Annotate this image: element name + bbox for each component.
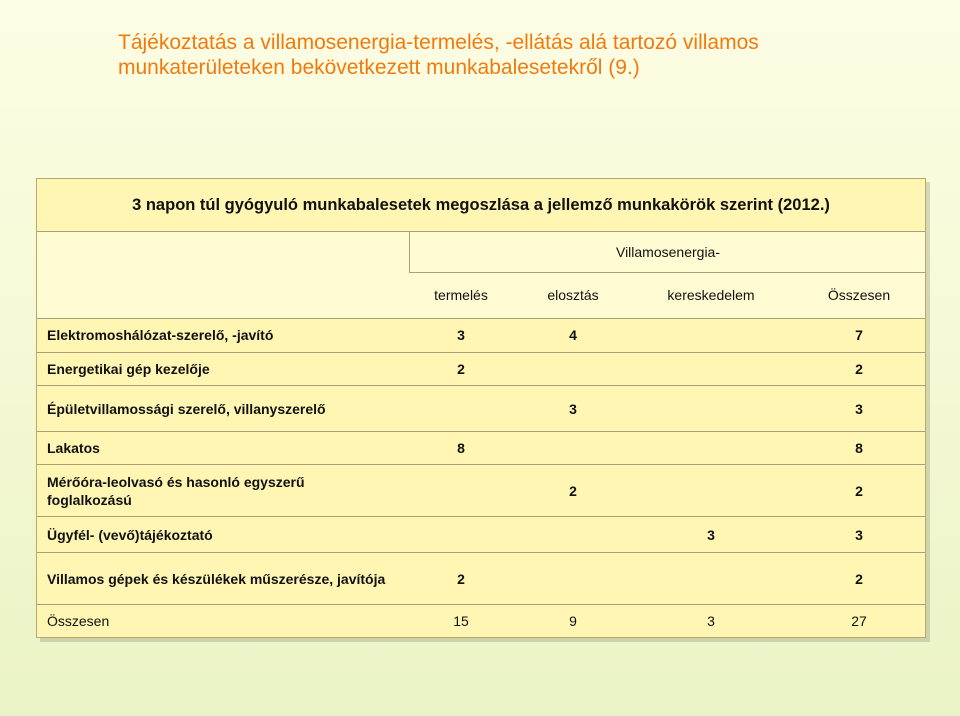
cell [411,386,511,431]
row-label: Ügyfél- (vevő)tájékoztató [47,526,213,543]
row-label: Lakatos [47,440,100,456]
cell: 3 [569,400,577,417]
cell [411,517,511,552]
cell: 2 [457,361,465,377]
cell: 2 [855,361,863,377]
col-header-elosztas: elosztás [547,287,599,303]
row-label: Elektromoshálózat-szerelő, -javító [47,326,274,343]
cell: 2 [855,570,863,587]
cell [411,465,511,516]
col-header-termeles: termelés [434,287,488,303]
col-header-kereskedelem: kereskedelem [667,287,755,303]
cell [661,317,761,352]
cell [523,353,623,385]
cell: 2 [855,482,863,499]
cell: 2 [569,482,577,499]
table-row [37,386,925,432]
table-row [37,517,925,553]
table-row [37,432,925,465]
table-row [37,465,925,517]
data-table [36,178,926,638]
cell: 8 [457,440,465,456]
table-row [37,553,925,605]
cell [661,432,761,464]
cell [661,386,761,431]
cell [661,465,761,516]
cell: 2 [457,570,465,587]
table-header [37,231,925,319]
cell [523,517,623,552]
row-label: Összesen [47,613,110,629]
col-header-osszesen: Összesen [827,287,891,303]
cell [523,553,623,604]
cell: 3 [707,613,715,629]
group-header: Villamosenergia- [409,232,926,273]
cell: 8 [855,440,863,456]
cell: 3 [855,526,863,543]
cell: 27 [851,613,867,629]
cell [661,353,761,385]
cell [661,553,761,604]
row-label: Villamos gépek és készülékek műszerésze, javítója [47,570,386,587]
table-row [37,317,925,353]
table-row [37,353,925,386]
table-title: 3 napon túl gyógyuló munkabalesetek megoszlása a jellemző munkakörök szerint (2012.) [132,195,830,214]
cell: 9 [569,613,577,629]
cell: 3 [707,526,715,543]
row-label: Energetikai gép kezelője [47,361,210,377]
cell [523,432,623,464]
cell: 3 [457,326,465,343]
table-row-total [37,605,925,637]
slide-title: Tájékoztatás a villamosenergia-termelés, -ellátás alá tartozó villamos munkaterületeken bekövetkezett munkabalesetekről (9.) [118,31,759,79]
cell: 7 [855,326,863,343]
row-label: Mérőóra-leolvasó és hasonló egyszerű foglalkozású [47,473,305,508]
row-label: Épületvillamossági szerelő, villanyszerelő [47,400,326,417]
cell: 15 [453,613,469,629]
cell: 4 [569,326,577,343]
cell: 3 [855,400,863,417]
